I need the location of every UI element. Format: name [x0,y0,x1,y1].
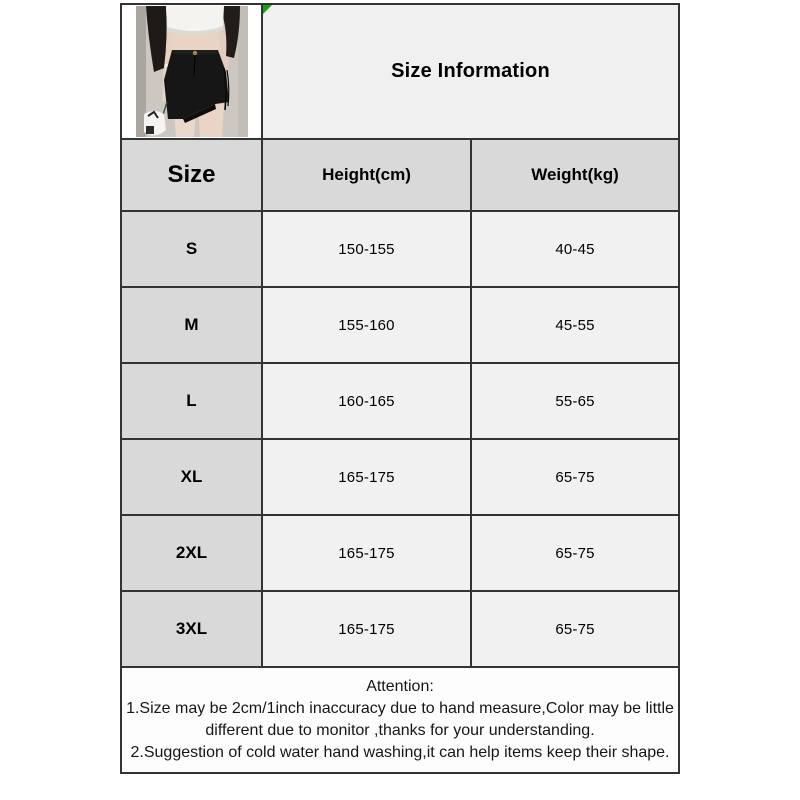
column-header-height: Height(cm) [262,139,471,211]
size-label: 3XL [121,591,262,667]
column-header-weight: Weight(kg) [471,139,679,211]
top-row [121,4,679,139]
weight-value: 40-45 [471,211,679,287]
table-row-m [121,287,679,363]
height-value: 155-160 [262,287,471,363]
corner-marker-icon [263,5,272,14]
product-photo [136,6,248,137]
weight-value: 65-75 [471,591,679,667]
weight-value: 45-55 [471,287,679,363]
column-header-size: Size [121,139,262,211]
attention-note-2: 2.Suggestion of cold water hand washing,it can help items keep their shape. [130,744,670,761]
product-photo-cell [121,4,262,139]
height-value: 150-155 [262,211,471,287]
height-value: 160-165 [262,363,471,439]
height-value: 165-175 [262,591,471,667]
table-row-s [121,211,679,287]
table-row-3xl [121,591,679,667]
size-chart-table [120,3,680,774]
size-label: XL [121,439,262,515]
height-value: 165-175 [262,439,471,515]
attention-note-1: 1.Size may be 2cm/1inch inaccuracy due to hand measure,Color may be little different due to monitor ,thanks for your understanding. [126,700,674,739]
height-value: 165-175 [262,515,471,591]
weight-value: 55-65 [471,363,679,439]
size-label: 2XL [121,515,262,591]
page-title: Size Information [391,60,550,82]
table-header-row [121,139,679,211]
size-label: L [121,363,262,439]
attention-heading: Attention: [366,678,434,695]
size-label: M [121,287,262,363]
table-row-2xl [121,515,679,591]
attention-row [121,667,679,773]
table-row-l [121,363,679,439]
table-row-xl [121,439,679,515]
size-label: S [121,211,262,287]
size-information-title-cell [262,4,679,139]
attention-note [121,667,679,773]
weight-value: 65-75 [471,439,679,515]
weight-value: 65-75 [471,515,679,591]
